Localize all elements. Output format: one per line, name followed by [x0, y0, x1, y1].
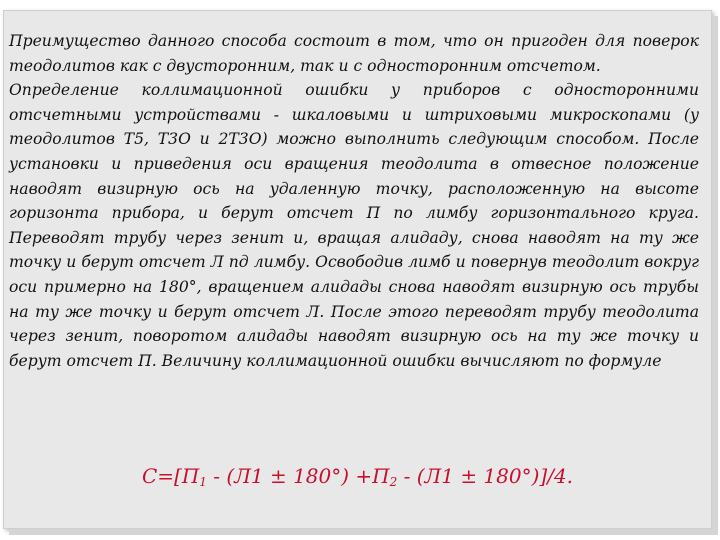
- formula: [4, 464, 711, 489]
- formula-subscript-1: 1: [199, 475, 207, 489]
- formula-subscript-2: 2: [389, 475, 398, 489]
- content-panel: [3, 10, 712, 529]
- paragraph-advantage: Преимущество данного способа состоит в том, что он пригоден для поверок теодолитов как с двусторонним, так и с односторонним отсчетом.: [9, 32, 699, 75]
- body-text: [9, 29, 699, 373]
- paragraph-method: Определение коллимационной ошибки у приборов с односторонними отсчетными устройствами - шкаловыми и штриховыми микроскопами (у теодолитов Т5, Т3О и 2Т3О) можно выполнить следующим способом. После установки и приведения оси вращения теодолита в отвесное положение наводят визирную ось на удаленную точку, расположенную на высоте горизонта прибора, и берут отсчет П по лимбу горизонтального круга. Переводят трубу через зенит и, вращая алидаду, снова наводят на ту же точку и берут отсчет Л пд лимбу. Освободив лимб и повернув теодолит вокруг оси примерно на 180°, вращением алидады снова наводят визирную ось трубы на ту же точку и берут отсчет Л. После этого переводят трубу теодолита через зенит, поворотом алидады наводят визирную ось на ту же точку и берут отсчет П. Величину коллимационной ошибки вычисляют по формуле: [9, 81, 699, 370]
- formula-part-2: - (Л1 ± 180°) +П: [206, 464, 390, 488]
- formula-part-3: - (Л1 ± 180°)]/4.: [397, 464, 574, 488]
- formula-part-1: C=[П: [141, 464, 200, 488]
